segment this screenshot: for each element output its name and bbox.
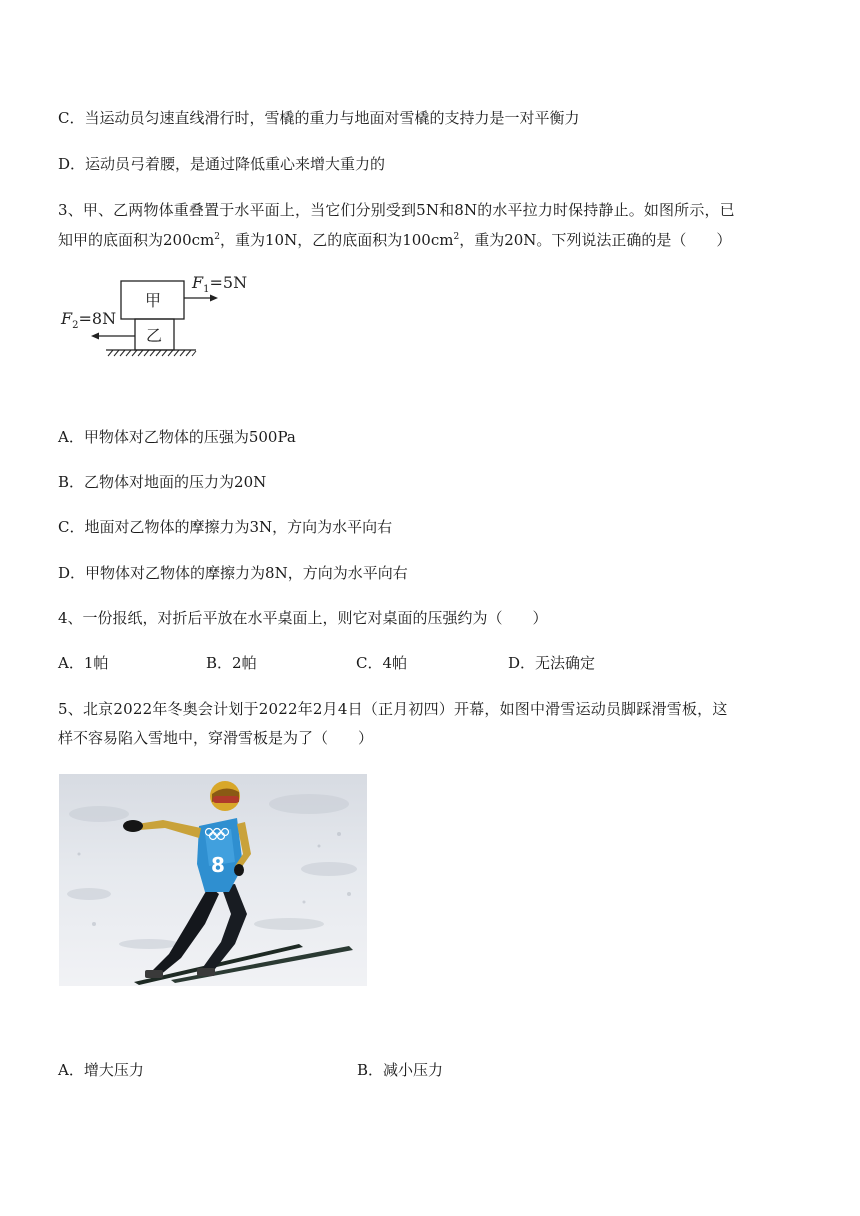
q2-option-c: C．当运动员匀速直线滑行时，雪橇的重力与地面对雪橇的支持力是一对平衡力 bbox=[58, 109, 580, 127]
q4-option-a: A．1帕 bbox=[58, 654, 109, 672]
f1-label: $F_1=5N$ bbox=[192, 273, 248, 295]
q3-option-d: D．甲物体对乙物体的摩擦力为8N，方向为水平向右 bbox=[58, 564, 408, 582]
q3-stem-line1: 3、甲、乙两物体重叠置于水平面上，当它们分别受到5N和8N的水平拉力时保持静止。如图所示，已 bbox=[58, 201, 735, 219]
q5-options bbox=[58, 1059, 658, 1081]
ski-jumper-illustration bbox=[59, 774, 367, 986]
ground-hatching bbox=[108, 350, 196, 356]
q4-options bbox=[58, 652, 658, 674]
q4-stem: 4、一份报纸，对折后平放在水平桌面上，则它对桌面的压强约为（ ） bbox=[58, 609, 548, 627]
q5-option-a: A．增大压力 bbox=[58, 1061, 144, 1079]
q3-force-diagram bbox=[58, 268, 258, 358]
boot-right bbox=[197, 968, 215, 976]
q3-option-b: B．乙物体对地面的压力为20N bbox=[58, 473, 267, 491]
goggles bbox=[213, 796, 239, 803]
q4-option-b: B．2帕 bbox=[206, 654, 257, 672]
q4-option-d: D．无法确定 bbox=[508, 654, 596, 672]
block-yi-label: 乙 bbox=[145, 326, 163, 345]
q5-stem-line1: 5、北京2022年冬奥会计划于2022年2月4日（正月初四）开幕，如图中滑雪运动员脚踩滑雪板，这 bbox=[58, 700, 728, 718]
f1-arrow-head bbox=[210, 295, 218, 302]
right-glove bbox=[234, 864, 244, 876]
ski-jumper-photo bbox=[59, 774, 367, 986]
q4-option-c: C．4帕 bbox=[356, 654, 408, 672]
q3-stem-line2: 知甲的底面积为$200cm^2$，重为10N，乙的底面积为$100cm^2$，重为20N。下列说法正确的是（ ） bbox=[58, 231, 732, 249]
f2-arrow-head bbox=[91, 333, 99, 340]
boot-left bbox=[145, 970, 163, 978]
q3-option-c: C．地面对乙物体的摩擦力为3N，方向为水平向右 bbox=[58, 518, 393, 536]
q5-stem-line2: 样不容易陷入雪地中，穿滑雪板是为了（ ） bbox=[58, 729, 374, 747]
block-jia-label: 甲 bbox=[144, 291, 162, 310]
bib-number: 8 bbox=[211, 853, 225, 877]
q3-option-a: A．甲物体对乙物体的压强为500Pa bbox=[58, 428, 296, 446]
q5-option-b: B．减小压力 bbox=[357, 1061, 444, 1079]
left-glove bbox=[123, 820, 143, 832]
q2-option-d: D．运动员弓着腰，是通过降低重心来增大重力的 bbox=[58, 155, 386, 173]
f2-label: $F_2=8N$ bbox=[61, 309, 117, 331]
